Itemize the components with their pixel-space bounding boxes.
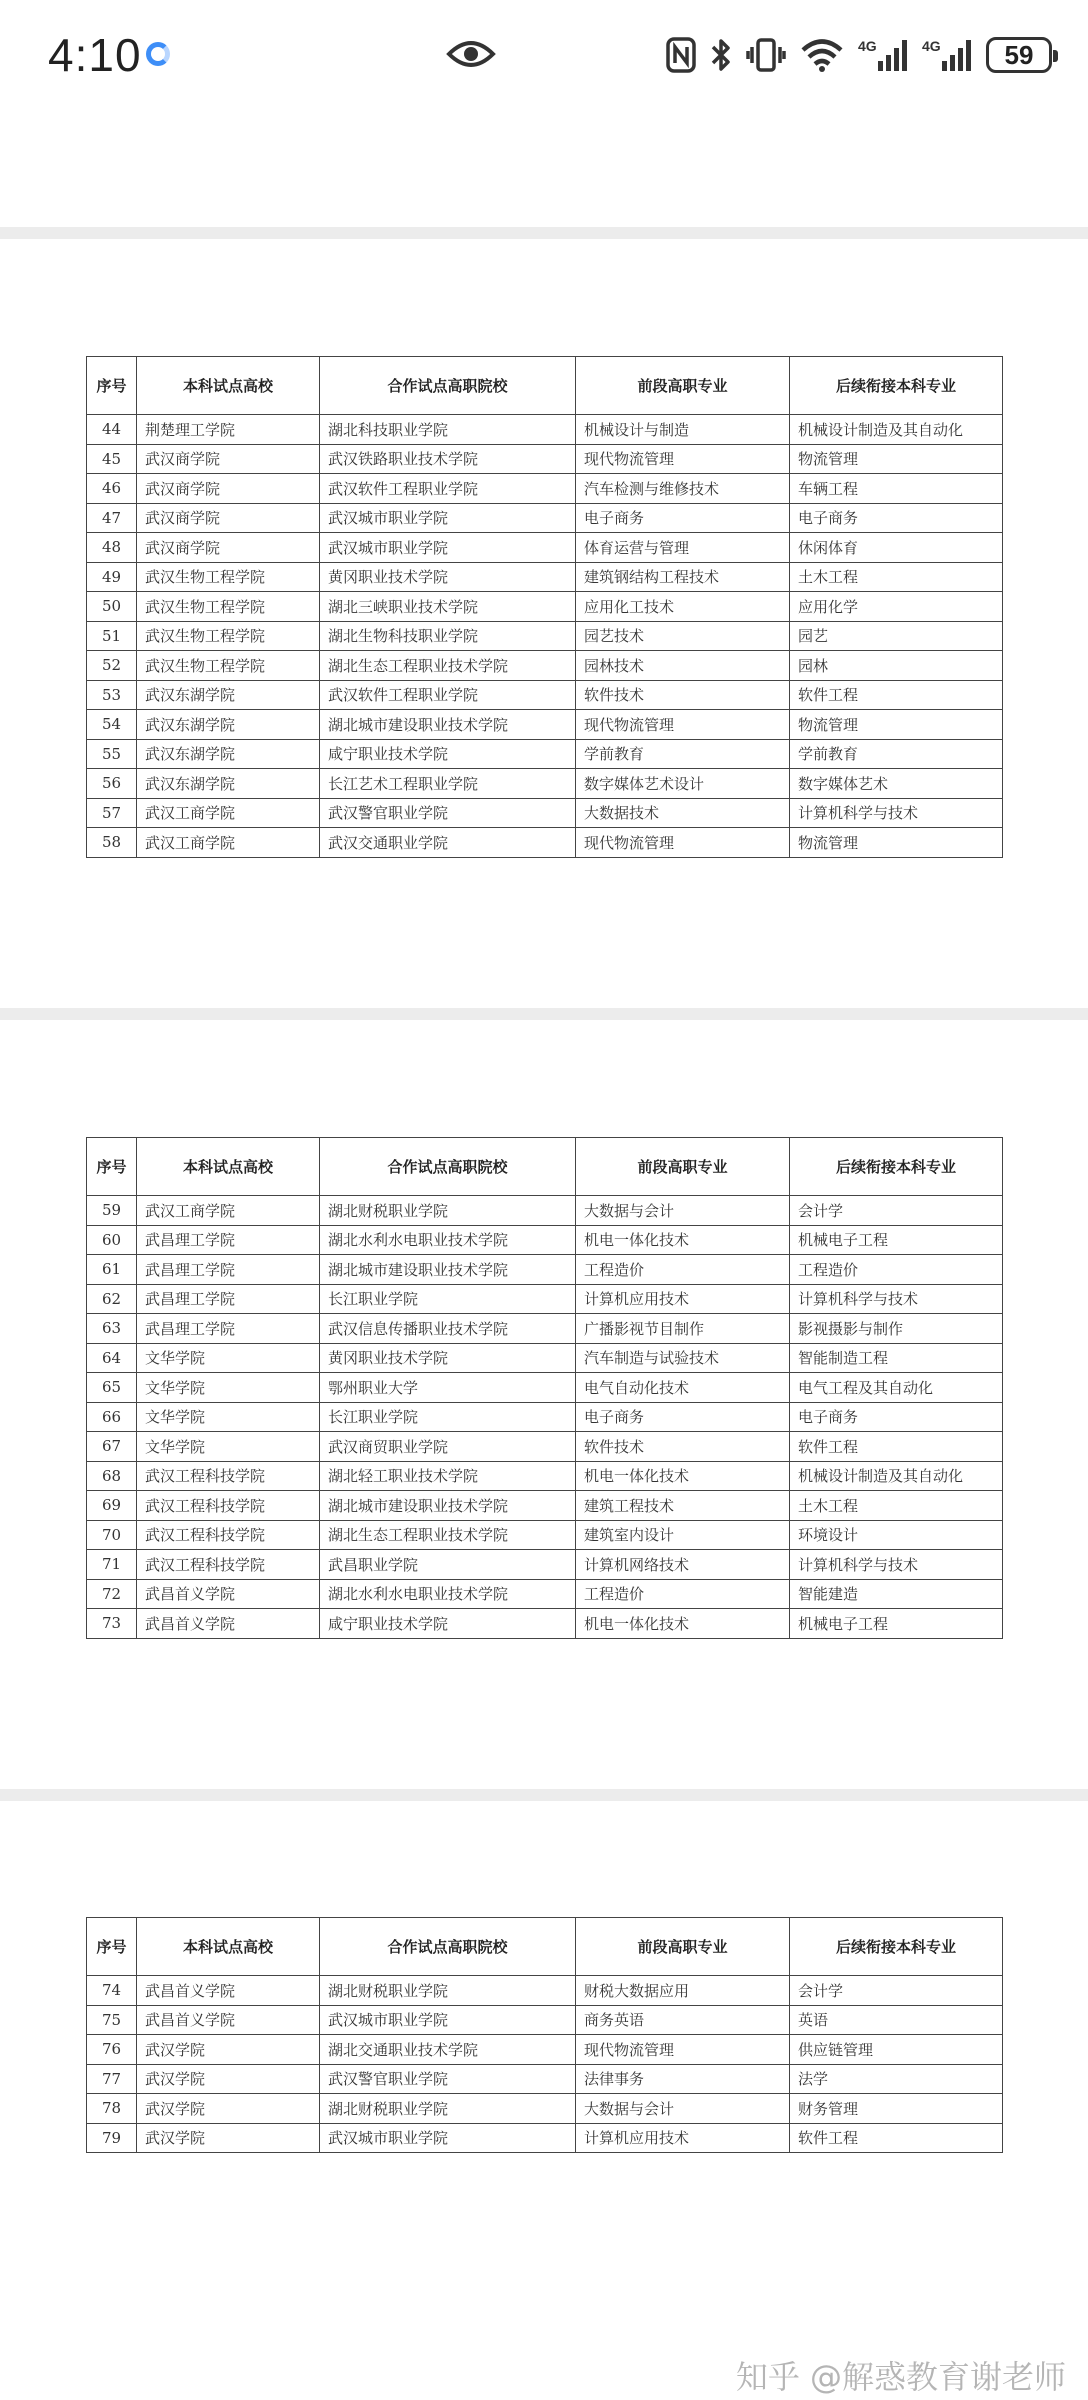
cell-partner-vocational-college: 湖北财税职业学院 [320, 1196, 576, 1226]
cell-undergrad-major: 软件工程 [790, 2123, 1003, 2153]
cell-vocational-major: 汽车检测与维修技术 [576, 474, 790, 504]
cell-undergrad-university: 武汉生物工程学院 [137, 651, 320, 681]
table-row [87, 1491, 1003, 1521]
table-row [87, 828, 1003, 858]
cell-seq: 77 [87, 2064, 137, 2094]
cell-seq: 48 [87, 533, 137, 563]
cell-partner-vocational-college: 湖北城市建设职业技术学院 [320, 710, 576, 740]
cell-vocational-major: 学前教育 [576, 739, 790, 769]
cell-undergrad-university: 文华学院 [137, 1402, 320, 1432]
cell-partner-vocational-college: 长江职业学院 [320, 1402, 576, 1432]
cell-seq: 49 [87, 562, 137, 592]
header-seq: 序号 [87, 1138, 137, 1196]
cell-vocational-major: 工程造价 [576, 1579, 790, 1609]
cell-undergrad-major: 计算机科学与技术 [790, 1284, 1003, 1314]
table-header-row [87, 1138, 1003, 1196]
cell-partner-vocational-college: 鄂州职业大学 [320, 1373, 576, 1403]
cell-vocational-major: 财税大数据应用 [576, 1976, 790, 2006]
cell-undergrad-university: 武昌理工学院 [137, 1255, 320, 1285]
cell-undergrad-major: 园艺 [790, 621, 1003, 651]
cell-vocational-major: 建筑钢结构工程技术 [576, 562, 790, 592]
wifi-icon [800, 37, 844, 73]
table-row [87, 2123, 1003, 2153]
cell-seq: 62 [87, 1284, 137, 1314]
cell-seq: 50 [87, 592, 137, 622]
cell-seq: 44 [87, 415, 137, 445]
cell-undergrad-major: 物流管理 [790, 710, 1003, 740]
table-row [87, 1609, 1003, 1639]
zhihu-watermark: 知乎 @解惑教育谢老师 [735, 2358, 1066, 2396]
cell-vocational-major: 建筑工程技术 [576, 1491, 790, 1521]
cell-undergrad-major: 智能建造 [790, 1579, 1003, 1609]
cell-seq: 57 [87, 798, 137, 828]
cell-undergrad-major: 物流管理 [790, 828, 1003, 858]
table-row [87, 2094, 1003, 2124]
cell-partner-vocational-college: 黄冈职业技术学院 [320, 1343, 576, 1373]
table-row [87, 1550, 1003, 1580]
cell-vocational-major: 计算机应用技术 [576, 2123, 790, 2153]
table-row [87, 769, 1003, 799]
cell-undergrad-major: 土木工程 [790, 562, 1003, 592]
cell-undergrad-major: 应用化学 [790, 592, 1003, 622]
header-undergrad-university: 本科试点高校 [137, 357, 320, 415]
cell-undergrad-major: 电子商务 [790, 503, 1003, 533]
cell-partner-vocational-college: 武汉信息传播职业技术学院 [320, 1314, 576, 1344]
table-row [87, 1402, 1003, 1432]
cell-undergrad-university: 武汉工程科技学院 [137, 1491, 320, 1521]
cell-undergrad-university: 武汉商学院 [137, 503, 320, 533]
app-circle-icon [146, 42, 170, 66]
cell-undergrad-major: 电气工程及其自动化 [790, 1373, 1003, 1403]
cell-seq: 74 [87, 1976, 137, 2006]
cell-undergrad-university: 武昌首义学院 [137, 1579, 320, 1609]
cell-partner-vocational-college: 武昌职业学院 [320, 1550, 576, 1580]
cell-seq: 61 [87, 1255, 137, 1285]
header-undergrad-major: 后续衔接本科专业 [790, 357, 1003, 415]
cell-undergrad-major: 土木工程 [790, 1491, 1003, 1521]
cell-undergrad-major: 环境设计 [790, 1520, 1003, 1550]
cell-undergrad-university: 荆楚理工学院 [137, 415, 320, 445]
cell-vocational-major: 机电一体化技术 [576, 1461, 790, 1491]
cell-seq: 78 [87, 2094, 137, 2124]
cell-partner-vocational-college: 湖北城市建设职业技术学院 [320, 1491, 576, 1521]
cell-vocational-major: 园林技术 [576, 651, 790, 681]
cell-partner-vocational-college: 武汉软件工程职业学院 [320, 680, 576, 710]
vibrate-icon [746, 37, 786, 73]
cell-undergrad-major: 智能制造工程 [790, 1343, 1003, 1373]
cell-vocational-major: 现代物流管理 [576, 2035, 790, 2065]
cell-seq: 64 [87, 1343, 137, 1373]
table-row [87, 2005, 1003, 2035]
svg-text:4G: 4G [858, 38, 877, 54]
cell-vocational-major: 大数据技术 [576, 798, 790, 828]
table-row [87, 474, 1003, 504]
cell-undergrad-major: 计算机科学与技术 [790, 1550, 1003, 1580]
table-row [87, 680, 1003, 710]
cell-seq: 52 [87, 651, 137, 681]
cell-seq: 73 [87, 1609, 137, 1639]
cell-seq: 66 [87, 1402, 137, 1432]
cell-vocational-major: 体育运营与管理 [576, 533, 790, 563]
cell-seq: 53 [87, 680, 137, 710]
cell-undergrad-university: 武汉工程科技学院 [137, 1461, 320, 1491]
cell-undergrad-university: 武汉生物工程学院 [137, 592, 320, 622]
table-row [87, 739, 1003, 769]
table-row [87, 1373, 1003, 1403]
cell-vocational-major: 大数据与会计 [576, 1196, 790, 1226]
cell-undergrad-major: 软件工程 [790, 680, 1003, 710]
page-divider [0, 1008, 1088, 1020]
header-undergrad-university: 本科试点高校 [137, 1138, 320, 1196]
signal-4g-icon [858, 37, 908, 73]
cell-seq: 55 [87, 739, 137, 769]
cell-vocational-major: 工程造价 [576, 1255, 790, 1285]
cell-partner-vocational-college: 湖北生态工程职业技术学院 [320, 1520, 576, 1550]
cell-undergrad-major: 数字媒体艺术 [790, 769, 1003, 799]
cell-seq: 65 [87, 1373, 137, 1403]
cell-partner-vocational-college: 长江职业学院 [320, 1284, 576, 1314]
cell-seq: 76 [87, 2035, 137, 2065]
cell-undergrad-major: 园林 [790, 651, 1003, 681]
cell-partner-vocational-college: 湖北财税职业学院 [320, 1976, 576, 2006]
cell-undergrad-major: 学前教育 [790, 739, 1003, 769]
table-row [87, 1343, 1003, 1373]
cell-undergrad-major: 供应链管理 [790, 2035, 1003, 2065]
cell-partner-vocational-college: 湖北生物科技职业学院 [320, 621, 576, 651]
table-row [87, 1579, 1003, 1609]
cell-seq: 69 [87, 1491, 137, 1521]
cell-partner-vocational-college: 湖北轻工职业技术学院 [320, 1461, 576, 1491]
cell-partner-vocational-college: 黄冈职业技术学院 [320, 562, 576, 592]
cell-vocational-major: 现代物流管理 [576, 444, 790, 474]
table-row [87, 1432, 1003, 1462]
cell-seq: 46 [87, 474, 137, 504]
cell-vocational-major: 机械设计与制造 [576, 415, 790, 445]
cell-vocational-major: 电气自动化技术 [576, 1373, 790, 1403]
cell-partner-vocational-college: 湖北财税职业学院 [320, 2094, 576, 2124]
cell-seq: 71 [87, 1550, 137, 1580]
cell-undergrad-university: 武汉东湖学院 [137, 739, 320, 769]
cell-vocational-major: 计算机网络技术 [576, 1550, 790, 1580]
status-bar [0, 0, 1088, 115]
cell-partner-vocational-college: 武汉交通职业学院 [320, 828, 576, 858]
cell-undergrad-major: 工程造价 [790, 1255, 1003, 1285]
table-row [87, 1225, 1003, 1255]
cell-undergrad-university: 武汉工商学院 [137, 828, 320, 858]
eye-icon [446, 36, 496, 76]
cell-vocational-major: 电子商务 [576, 1402, 790, 1432]
cell-undergrad-university: 武汉工程科技学院 [137, 1550, 320, 1580]
cell-undergrad-university: 武汉学院 [137, 2094, 320, 2124]
cell-seq: 67 [87, 1432, 137, 1462]
cell-seq: 56 [87, 769, 137, 799]
cell-partner-vocational-college: 湖北交通职业技术学院 [320, 2035, 576, 2065]
cell-undergrad-major: 影视摄影与制作 [790, 1314, 1003, 1344]
cell-undergrad-major: 休闲体育 [790, 533, 1003, 563]
page-divider [0, 227, 1088, 239]
cell-vocational-major: 现代物流管理 [576, 828, 790, 858]
table-header-row [87, 1918, 1003, 1976]
cell-seq: 70 [87, 1520, 137, 1550]
cell-vocational-major: 数字媒体艺术设计 [576, 769, 790, 799]
cell-vocational-major: 机电一体化技术 [576, 1609, 790, 1639]
signal-4g-icon [922, 37, 972, 73]
header-vocational-major: 前段高职专业 [576, 357, 790, 415]
cell-undergrad-university: 武汉学院 [137, 2035, 320, 2065]
cell-vocational-major: 现代物流管理 [576, 710, 790, 740]
header-undergrad-university: 本科试点高校 [137, 1918, 320, 1976]
table-row [87, 1314, 1003, 1344]
cell-partner-vocational-college: 武汉城市职业学院 [320, 2123, 576, 2153]
header-undergrad-major: 后续衔接本科专业 [790, 1138, 1003, 1196]
cell-undergrad-major: 软件工程 [790, 1432, 1003, 1462]
cell-undergrad-major: 车辆工程 [790, 474, 1003, 504]
cell-partner-vocational-college: 武汉商贸职业学院 [320, 1432, 576, 1462]
cell-vocational-major: 机电一体化技术 [576, 1225, 790, 1255]
svg-text:4G: 4G [922, 38, 941, 54]
cell-partner-vocational-college: 湖北科技职业学院 [320, 415, 576, 445]
cell-seq: 59 [87, 1196, 137, 1226]
cell-vocational-major: 计算机应用技术 [576, 1284, 790, 1314]
cell-partner-vocational-college: 武汉城市职业学院 [320, 533, 576, 563]
table-row [87, 503, 1003, 533]
cell-partner-vocational-college: 湖北水利水电职业技术学院 [320, 1225, 576, 1255]
cell-partner-vocational-college: 咸宁职业技术学院 [320, 739, 576, 769]
cell-partner-vocational-college: 武汉软件工程职业学院 [320, 474, 576, 504]
table-page-1 [86, 356, 1003, 858]
cell-vocational-major: 软件技术 [576, 1432, 790, 1462]
table-row [87, 621, 1003, 651]
cell-partner-vocational-college: 武汉警官职业学院 [320, 798, 576, 828]
cell-vocational-major: 汽车制造与试验技术 [576, 1343, 790, 1373]
cell-undergrad-major: 计算机科学与技术 [790, 798, 1003, 828]
cell-undergrad-university: 武汉生物工程学院 [137, 621, 320, 651]
nfc-icon [666, 37, 696, 73]
bluetooth-icon [710, 37, 732, 73]
cell-undergrad-major: 会计学 [790, 1196, 1003, 1226]
cell-vocational-major: 法律事务 [576, 2064, 790, 2094]
table-row [87, 2035, 1003, 2065]
cell-seq: 58 [87, 828, 137, 858]
cell-partner-vocational-college: 湖北三峡职业技术学院 [320, 592, 576, 622]
cell-partner-vocational-college: 咸宁职业技术学院 [320, 1609, 576, 1639]
cell-seq: 51 [87, 621, 137, 651]
table-row [87, 1976, 1003, 2006]
table-row [87, 1520, 1003, 1550]
cell-partner-vocational-college: 武汉城市职业学院 [320, 2005, 576, 2035]
cell-undergrad-university: 武昌首义学院 [137, 2005, 320, 2035]
cell-undergrad-university: 武昌首义学院 [137, 1976, 320, 2006]
cell-undergrad-university: 文华学院 [137, 1432, 320, 1462]
cell-seq: 75 [87, 2005, 137, 2035]
cell-partner-vocational-college: 武汉警官职业学院 [320, 2064, 576, 2094]
table-page-2 [86, 1137, 1003, 1639]
cell-undergrad-university: 武汉学院 [137, 2064, 320, 2094]
table-header-row [87, 357, 1003, 415]
cell-seq: 54 [87, 710, 137, 740]
cell-undergrad-university: 武昌首义学院 [137, 1609, 320, 1639]
table-page-3 [86, 1917, 1003, 2153]
cell-undergrad-university: 武汉生物工程学院 [137, 562, 320, 592]
cell-seq: 72 [87, 1579, 137, 1609]
cell-seq: 79 [87, 2123, 137, 2153]
page-divider [0, 1789, 1088, 1801]
cell-vocational-major: 广播影视节目制作 [576, 1314, 790, 1344]
cell-undergrad-university: 武汉工商学院 [137, 1196, 320, 1226]
cell-vocational-major: 园艺技术 [576, 621, 790, 651]
cell-vocational-major: 商务英语 [576, 2005, 790, 2035]
cell-partner-vocational-college: 武汉铁路职业技术学院 [320, 444, 576, 474]
cell-undergrad-major: 机械电子工程 [790, 1225, 1003, 1255]
cell-vocational-major: 建筑室内设计 [576, 1520, 790, 1550]
cell-undergrad-university: 武汉工商学院 [137, 798, 320, 828]
cell-undergrad-university: 武昌理工学院 [137, 1225, 320, 1255]
cell-undergrad-major: 机械设计制造及其自动化 [790, 415, 1003, 445]
header-undergrad-major: 后续衔接本科专业 [790, 1918, 1003, 1976]
cell-undergrad-university: 武昌理工学院 [137, 1314, 320, 1344]
cell-undergrad-university: 武昌理工学院 [137, 1284, 320, 1314]
cell-undergrad-major: 会计学 [790, 1976, 1003, 2006]
table-row [87, 444, 1003, 474]
cell-vocational-major: 软件技术 [576, 680, 790, 710]
cell-undergrad-university: 武汉东湖学院 [137, 680, 320, 710]
cell-seq: 60 [87, 1225, 137, 1255]
cell-partner-vocational-college: 湖北水利水电职业技术学院 [320, 1579, 576, 1609]
header-partner-vocational-college: 合作试点高职院校 [320, 1918, 576, 1976]
cell-undergrad-major: 法学 [790, 2064, 1003, 2094]
cell-undergrad-university: 武汉工程科技学院 [137, 1520, 320, 1550]
cell-seq: 47 [87, 503, 137, 533]
table-row [87, 562, 1003, 592]
header-seq: 序号 [87, 357, 137, 415]
table-row [87, 710, 1003, 740]
battery-icon: 59 [986, 37, 1052, 73]
cell-seq: 63 [87, 1314, 137, 1344]
cell-undergrad-major: 物流管理 [790, 444, 1003, 474]
table-row [87, 2064, 1003, 2094]
header-vocational-major: 前段高职专业 [576, 1918, 790, 1976]
table-row [87, 1255, 1003, 1285]
cell-undergrad-university: 武汉东湖学院 [137, 710, 320, 740]
table-row [87, 651, 1003, 681]
cell-undergrad-major: 英语 [790, 2005, 1003, 2035]
cell-vocational-major: 应用化工技术 [576, 592, 790, 622]
cell-undergrad-major: 财务管理 [790, 2094, 1003, 2124]
table-row [87, 1196, 1003, 1226]
cell-undergrad-university: 武汉学院 [137, 2123, 320, 2153]
header-partner-vocational-college: 合作试点高职院校 [320, 357, 576, 415]
cell-undergrad-university: 武汉东湖学院 [137, 769, 320, 799]
cell-undergrad-major: 机械设计制造及其自动化 [790, 1461, 1003, 1491]
cell-undergrad-university: 武汉商学院 [137, 533, 320, 563]
cell-undergrad-university: 武汉商学院 [137, 444, 320, 474]
status-time: 4:10 [48, 29, 142, 81]
cell-seq: 68 [87, 1461, 137, 1491]
cell-undergrad-major: 机械电子工程 [790, 1609, 1003, 1639]
table-row [87, 1461, 1003, 1491]
header-partner-vocational-college: 合作试点高职院校 [320, 1138, 576, 1196]
cell-seq: 45 [87, 444, 137, 474]
cell-vocational-major: 电子商务 [576, 503, 790, 533]
cell-partner-vocational-college: 武汉城市职业学院 [320, 503, 576, 533]
cell-partner-vocational-college: 长江艺术工程职业学院 [320, 769, 576, 799]
cell-vocational-major: 大数据与会计 [576, 2094, 790, 2124]
cell-undergrad-university: 武汉商学院 [137, 474, 320, 504]
cell-undergrad-university: 文华学院 [137, 1373, 320, 1403]
header-seq: 序号 [87, 1918, 137, 1976]
cell-undergrad-major: 电子商务 [790, 1402, 1003, 1432]
table-row [87, 1284, 1003, 1314]
cell-undergrad-university: 文华学院 [137, 1343, 320, 1373]
table-row [87, 798, 1003, 828]
cell-partner-vocational-college: 湖北生态工程职业技术学院 [320, 651, 576, 681]
table-row [87, 592, 1003, 622]
cell-partner-vocational-college: 湖北城市建设职业技术学院 [320, 1255, 576, 1285]
table-row [87, 415, 1003, 445]
table-row [87, 533, 1003, 563]
header-vocational-major: 前段高职专业 [576, 1138, 790, 1196]
